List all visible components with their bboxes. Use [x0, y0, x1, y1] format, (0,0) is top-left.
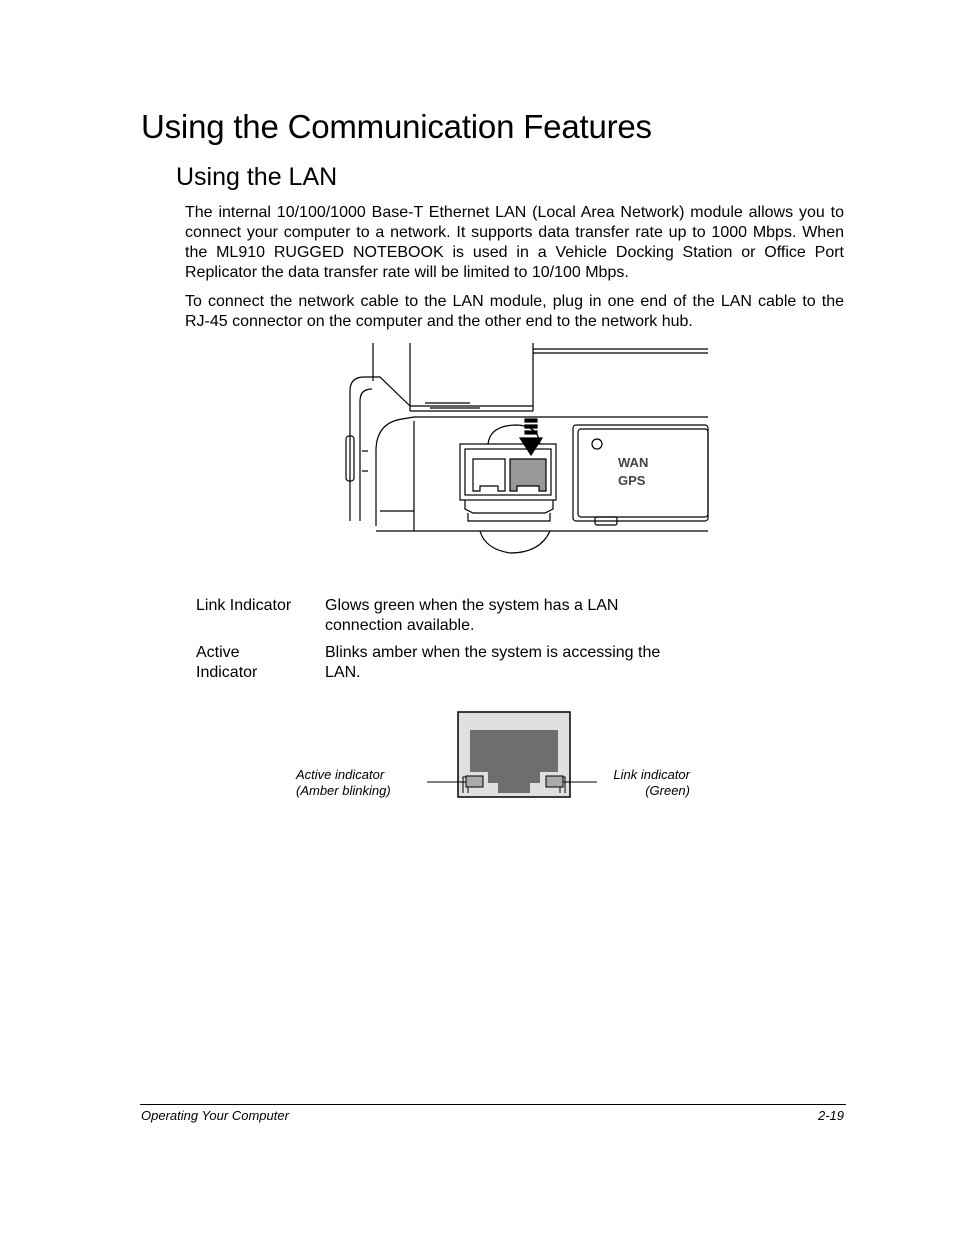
indicator-definitions [196, 596, 716, 683]
link-indicator-caption: Link indicator (Green) [613, 767, 690, 798]
indicator-term: Active Indicator [196, 644, 258, 681]
paragraph-lan-intro: The internal 10/100/1000 Base-T Ethernet LAN (Local Area Network) module allows you to connect your computer to a network. It supports data transfer rate up to 1000 Mbps. When the ML910 RUGGED NOTEBOOK is used in a Vehicle Docking Station or Office Port Replicator the data transfer rate will be limited to 10/100 Mbps. [185, 204, 844, 281]
section-title: Using the LAN [176, 163, 338, 191]
wan-label: WAN [618, 455, 649, 470]
lan-port-illustration [340, 341, 710, 571]
footer-divider [140, 1104, 846, 1105]
footer-page-number: 2-19 [817, 1108, 844, 1123]
indicator-description: Blinks amber when the system is accessing the LAN. [325, 644, 661, 681]
gps-label: GPS [618, 473, 646, 488]
page-heading: Using the Communication Features [141, 108, 652, 145]
indicator-row-link [196, 596, 716, 636]
footer-chapter: Operating Your Computer [141, 1108, 289, 1123]
link-indicator-led [546, 776, 563, 787]
indicator-row-active [196, 643, 716, 683]
active-indicator-led [466, 776, 483, 787]
indicator-term: Link Indicator [196, 597, 292, 614]
active-indicator-caption: Active indicator (Amber blinking) [296, 767, 391, 798]
paragraph-lan-connect: To connect the network cable to the LAN module, plug in one end of the LAN cable to the RJ-45 connector on the computer and the other end to the network hub. [185, 293, 844, 330]
indicator-description: Glows green when the system has a LAN connection available. [325, 597, 619, 634]
